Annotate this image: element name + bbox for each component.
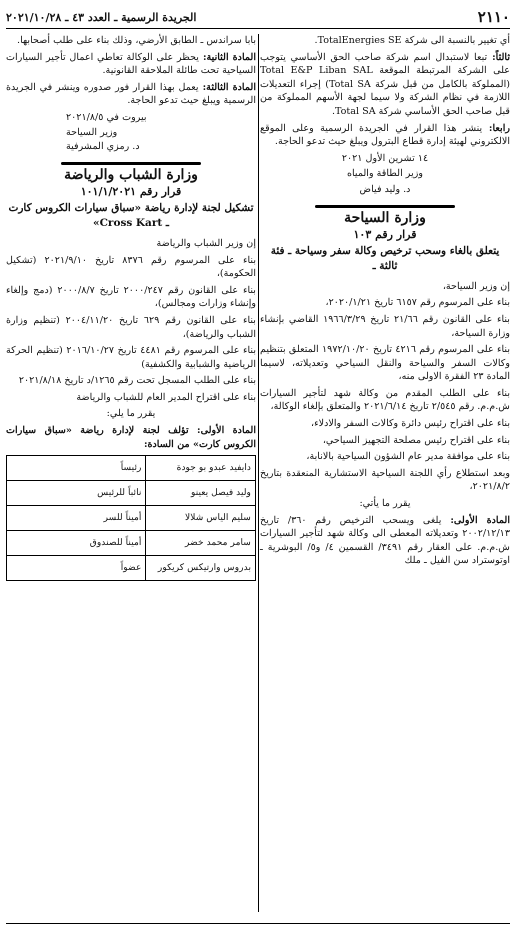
- article-label: المادة الثالثة:: [198, 81, 256, 93]
- page-header: [6, 8, 510, 29]
- minister-name: د. وليد فياض: [359, 183, 411, 195]
- recital: بناء على اقتراح المدير العام للشباب والرياضة: [76, 391, 256, 403]
- recital: بناء على القانون رقم ٢٠٠٠/٢٤٧ تاريخ ٢٠٠٠/٨/٧ (دمج وإلغاء وإنشاء وزارات ومجالس)،: [6, 284, 256, 310]
- column-divider: [258, 34, 259, 912]
- member-role: أميناً للسر: [7, 506, 146, 531]
- clause-label: ثالثاً:: [487, 51, 510, 63]
- recital: بناء على القانون رقم ٦٢٩ تاريخ ٢٠٠٤/١١/٢٠ (تنظيم وزارة الشباب والرياضة)،: [6, 314, 256, 340]
- minister-title: وزير السياحة: [66, 126, 118, 138]
- page-number: ٢١١٠: [477, 8, 510, 26]
- article-text: يلغى ويسحب الترخيص رقم ٣٦٠/ تاريخ ٢٠٠٢/١٢/١٣ وتعديلاته المعطى الى وكالة شهد لتأجير السيارات ش.م.م. على العقار رقم ٣٤٩١/ القسمين ٤/ و٥/ البوشرية ـ اوتوستراد سن الفيل ـ ملك: [260, 514, 510, 567]
- article-text: يحظر على الوكالة تعاطي اعمال تأجير السيارات السياحية تحت طائلة الملاحقة القانونية.: [6, 51, 256, 77]
- recital: بناء على الطلب المسجل تحت رقم ١٢٦٥/د تاريخ ٢٠٢١/٨/١٨: [18, 375, 256, 387]
- clause-text: تبعا لاستبدال اسم شركة صاحب الحق الأساسي يتوجب على الشركة المرتبطة الموقعة Total E&P Liban SAL (المملوكة بالكامل من قبل شركة Total SA) إجراء التعديلات اللازمة في نظام الشركة ولا سيما لجهة الأسهم المملوكة من قبل صاحب الحق الأساسي شركة Total SA.: [260, 51, 511, 117]
- recital: بناء على اقتراح رئيس مصلحة التجهيز السياحي،: [322, 434, 510, 446]
- table-row: [7, 456, 256, 481]
- paragraph: [260, 122, 510, 149]
- article: [260, 514, 510, 568]
- recital: بناء على المرسوم رقم ٤٢١٦ تاريخ ١٩٧٢/١٠/٢٠ المتعلق بتنظيم وكالات السفر والسياحة والنقل السياحي وتعديلاته، لاسيما المادة ٢٣ الفقرة الاولى منه،: [260, 344, 510, 383]
- section-divider: [260, 205, 510, 208]
- minister-name: د. رمزي المشرفية: [66, 141, 140, 153]
- left-column: [6, 34, 256, 581]
- decision-title: يتعلق بالغاء وسحب ترخيص وكالة سفر وسياحة ـ فئة ثالثة ـ: [270, 244, 500, 272]
- recital: بناء على اقتراح رئيس دائرة وكالات السفر والادلاء،: [311, 418, 510, 430]
- paragraph: [260, 51, 510, 119]
- recital: وبعد استطلاع رأي اللجنة السياحية الاستشارية المنعقدة بتاريخ ٢٠٢١/٨/٢،: [260, 467, 510, 493]
- recital: بناء على القانون رقم ٢١/٦٦ تاريخ ١٩٦٦/٣/٢٩ القاضي بإنشاء وزارة السياحة،: [260, 313, 510, 339]
- clause-label: رابعا:: [482, 122, 510, 134]
- article: [6, 51, 256, 78]
- minister-title: وزير الطاقة والمياه: [346, 168, 424, 180]
- right-column: [260, 34, 510, 571]
- table-row: [7, 531, 256, 556]
- intro: إن وزير السياحة،: [442, 280, 510, 292]
- member-name: سليم الياس شلالا: [146, 506, 256, 531]
- paragraph: بابا سراندس ـ الطابق الأرضي، وذلك بناء على طلب أصحابها.: [17, 35, 256, 46]
- decides-line: يقرر ما يأتي:: [359, 498, 411, 510]
- committee-table: [6, 455, 256, 581]
- member-role: رئيساً: [7, 456, 146, 481]
- member-name: سامر محمد خضر: [146, 531, 256, 556]
- table-row: [7, 506, 256, 531]
- article-label: المادة الأولى:: [441, 514, 510, 526]
- recital: بناء على المرسوم رقم ٤٤٨١ تاريخ ٢٠١٦/١٠/٢٧ (تنظيم الحركة الرياضية والشبابية والكشفية): [6, 345, 256, 370]
- ministry-heading: وزارة الشباب والرياضة: [64, 166, 198, 183]
- article: [6, 81, 256, 108]
- member-role: أميناً للصندوق: [7, 531, 146, 556]
- article: [6, 424, 256, 451]
- decision-number: قرار رقم ١٠١/١/٢٠٢١: [80, 185, 182, 199]
- journal-title: الجريدة الرسمية ـ العدد ٤٣ ـ ٢٠٢١/١٠/٢٨: [6, 10, 197, 24]
- paragraph: أي تغيير بالنسبة الى شركة TotalEnergies SE.: [314, 35, 510, 46]
- recital: بناء على المرسوم رقم ٨٣٧٦ تاريخ ٢٠٢١/٩/١٠ (تشكيل الحكومة)،: [6, 254, 256, 280]
- signature-date: ١٤ تشرين الأول ٢٠٢١: [341, 152, 429, 164]
- member-name: دايفيد عبدو بو جودة: [146, 456, 256, 481]
- article-label: المادة الأولى:: [188, 425, 256, 437]
- intro: إن وزير الشباب والرياضة: [156, 237, 256, 249]
- table-row: [7, 481, 256, 506]
- table-row: [7, 556, 256, 581]
- recital: بناء على الطلب المقدم من وكالة شهد لتأجير السيارات ش.م.م. رقم ٢/٥٤٥ تاريخ ٢٠٢١/٦/١٤ والمتعلق بإلغاء الوكالة،: [260, 387, 510, 413]
- section-divider: [6, 162, 256, 165]
- member-name: وليد فيصل يعينو: [146, 481, 256, 506]
- decision-number: قرار رقم ١٠٣: [353, 228, 417, 242]
- decides-line: يقرر ما يلي:: [106, 408, 156, 420]
- decision-title: تشكيل لجنة لإدارة رياضة «سباق سيارات الكروس كارت ـ Cross Kart»: [8, 201, 254, 229]
- signature-date: بيروت في ٢٠٢١/٨/٥: [66, 111, 147, 123]
- recital: بناء على موافقة مدير عام الشؤون السياحية بالانابة،: [306, 451, 510, 463]
- member-role: عضواً: [7, 556, 146, 581]
- member-role: نائباً للرئيس: [7, 481, 146, 506]
- clause-text: ينشر هذا القرار في الجريدة الرسمية وعلى الموقع الالكتروني لهيئة إدارة قطاع البترول ويبلغ حيث تدعو الحاجة.: [260, 122, 510, 148]
- ministry-heading: وزارة السياحة: [344, 209, 426, 226]
- member-name: بدروس وارتيكس كريكور: [146, 556, 256, 581]
- article-text: يعمل بهذا القرار فور صدوره وينشر في الجريدة الرسمية ويبلغ حيث تدعو الحاجة.: [6, 81, 256, 107]
- recital: بناء على المرسوم رقم ٦١٥٧ تاريخ ٢٠٢٠/١/٢١،: [325, 297, 510, 309]
- footer-rule: [6, 923, 510, 924]
- article-label: المادة الثانية:: [198, 51, 256, 63]
- article-text: تؤلف لجنة لإدارة رياضة «سباق سيارات الكروس كارت» من السادة:: [6, 425, 256, 450]
